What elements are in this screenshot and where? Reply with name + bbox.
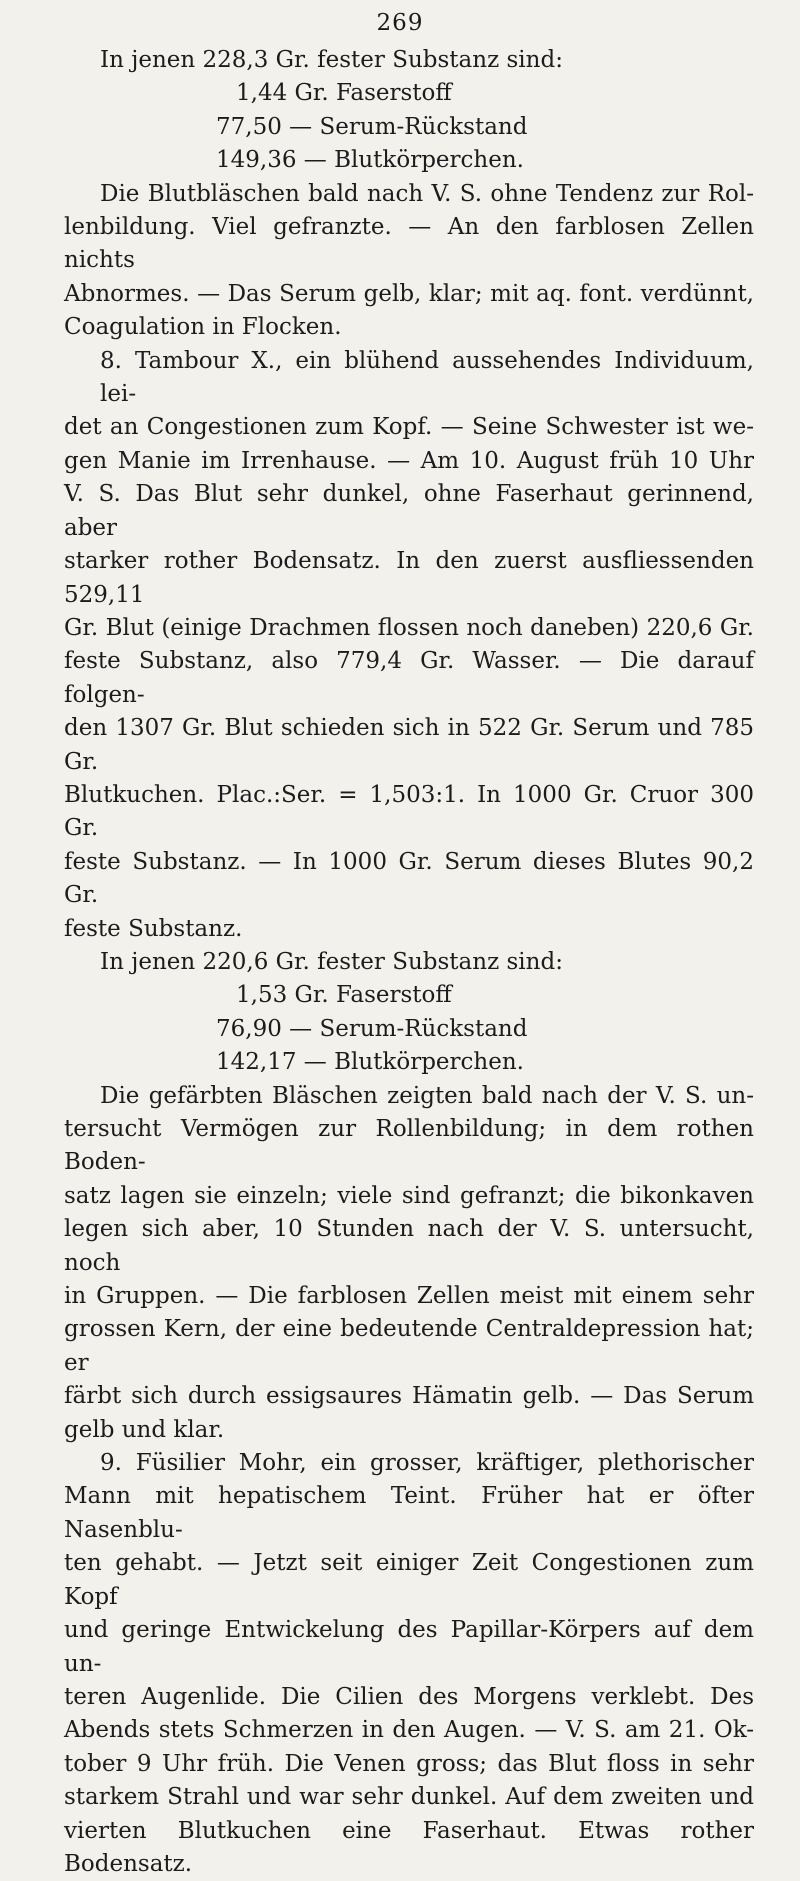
text-line: gelb und klar. [64, 1416, 225, 1443]
text-line: 142,17 — Blutkörperchen. [216, 1049, 524, 1076]
text-line: gen Manie im Irrenhause. — Am 10. August früh 10 Uhr [64, 447, 754, 474]
text-line: starker rother Bodensatz. In den zuerst ausfliessenden 529,11 [64, 548, 754, 608]
text-line: legen sich aber, 10 Stunden nach der V. S. untersucht, noch [64, 1216, 754, 1276]
text-line: satz lagen sie einzeln; viele sind gefranzt; die bikonkaven [64, 1182, 754, 1209]
text-line: färbt sich durch essigsaures Hämatin gelb. — Das Serum [64, 1383, 754, 1410]
text-line: vierten Blutkuchen eine Faserhaut. Etwas rother Bodensatz. [64, 1817, 754, 1877]
text-line: Die Blutbläschen bald nach V. S. ohne Tendenz zur Rol- [100, 180, 754, 207]
text-line: grossen Kern, der eine bedeutende Centraldepression hat; er [64, 1316, 754, 1376]
text-line: Die gefärbten Bläschen zeigten bald nach der V. S. un- [100, 1082, 754, 1109]
text-line: in Gruppen. — Die farblosen Zellen meist mit einem sehr [64, 1283, 754, 1310]
text-line: tober 9 Uhr früh. Die Venen gross; das Blut floss in sehr [64, 1750, 754, 1777]
text-line: feste Substanz. — In 1000 Gr. Serum dieses Blutes 90,2 Gr. [64, 848, 754, 909]
text-line: ten gehabt. — Jetzt seit einiger Zeit Congestionen zum Kopf [64, 1550, 754, 1610]
text-line: In jenen 228,3 Gr. fester Substanz sind: [100, 47, 563, 73]
text-line: V. S. Das Blut sehr dunkel, ohne Faserhaut gerinnend, aber [64, 481, 754, 541]
text-line: Abends stets Schmerzen in den Augen. — V. S. am 21. Ok- [64, 1717, 754, 1744]
text-line: tersucht Vermögen zur Rollenbildung; in dem rothen Boden- [64, 1116, 754, 1176]
text-line: feste Substanz, also 779,4 Gr. Wasser. — Die darauf folgen- [64, 648, 754, 708]
text-line: Abnormes. — Das Serum gelb, klar; mit aq. font. verdünnt, [64, 280, 754, 307]
text-line: Mann mit hepatischem Teint. Früher hat er öfter Nasenblu- [64, 1483, 754, 1543]
text-line: starkem Strahl und war sehr dunkel. Auf dem zweiten und [64, 1784, 754, 1811]
text-line: lenbildung. Viel gefranzte. — An den farblosen Zellen nichts [64, 214, 754, 274]
text-line: 1,44 Gr. Faserstoff [236, 80, 452, 107]
text-line: feste Substanz. [64, 915, 243, 942]
page-number: 269 [376, 10, 424, 36]
text-line: und geringe Entwickelung des Papillar-Körpers auf dem un- [64, 1617, 754, 1677]
text-line: den 1307 Gr. Blut schieden sich in 522 Gr. Serum und 785 Gr. [64, 715, 754, 775]
text-line: Coagulation in Flocken. [64, 314, 342, 341]
text-line: 76,90 — Serum-Rückstand [216, 1015, 528, 1042]
text-line: In jenen 220,6 Gr. fester Substanz sind: [100, 948, 563, 975]
text-line: 9. Füsilier Mohr, ein grosser, kräftiger, plethorischer [100, 1450, 754, 1477]
text-line: det an Congestionen zum Kopf. — Seine Schwester ist we- [64, 414, 754, 441]
text-line: 1,53 Gr. Faserstoff [236, 982, 452, 1009]
text-line: 77,50 — Serum-Rückstand [216, 113, 528, 140]
text-line: 149,36 — Blutkörperchen. [216, 147, 524, 174]
text-line: Gr. Blut (einige Drachmen flossen noch daneben) 220,6 Gr. [64, 614, 754, 641]
text-line: 8. Tambour X., ein blühend aussehendes Individuum, lei- [100, 347, 754, 408]
text-line: Blutkuchen. Plac.:Ser. = 1,503:1. In 1000 Gr. Cruor 300 Gr. [64, 781, 754, 842]
text-line: teren Augenlide. Die Cilien des Morgens verklebt. Des [64, 1683, 754, 1710]
body-text [64, 44, 754, 1881]
